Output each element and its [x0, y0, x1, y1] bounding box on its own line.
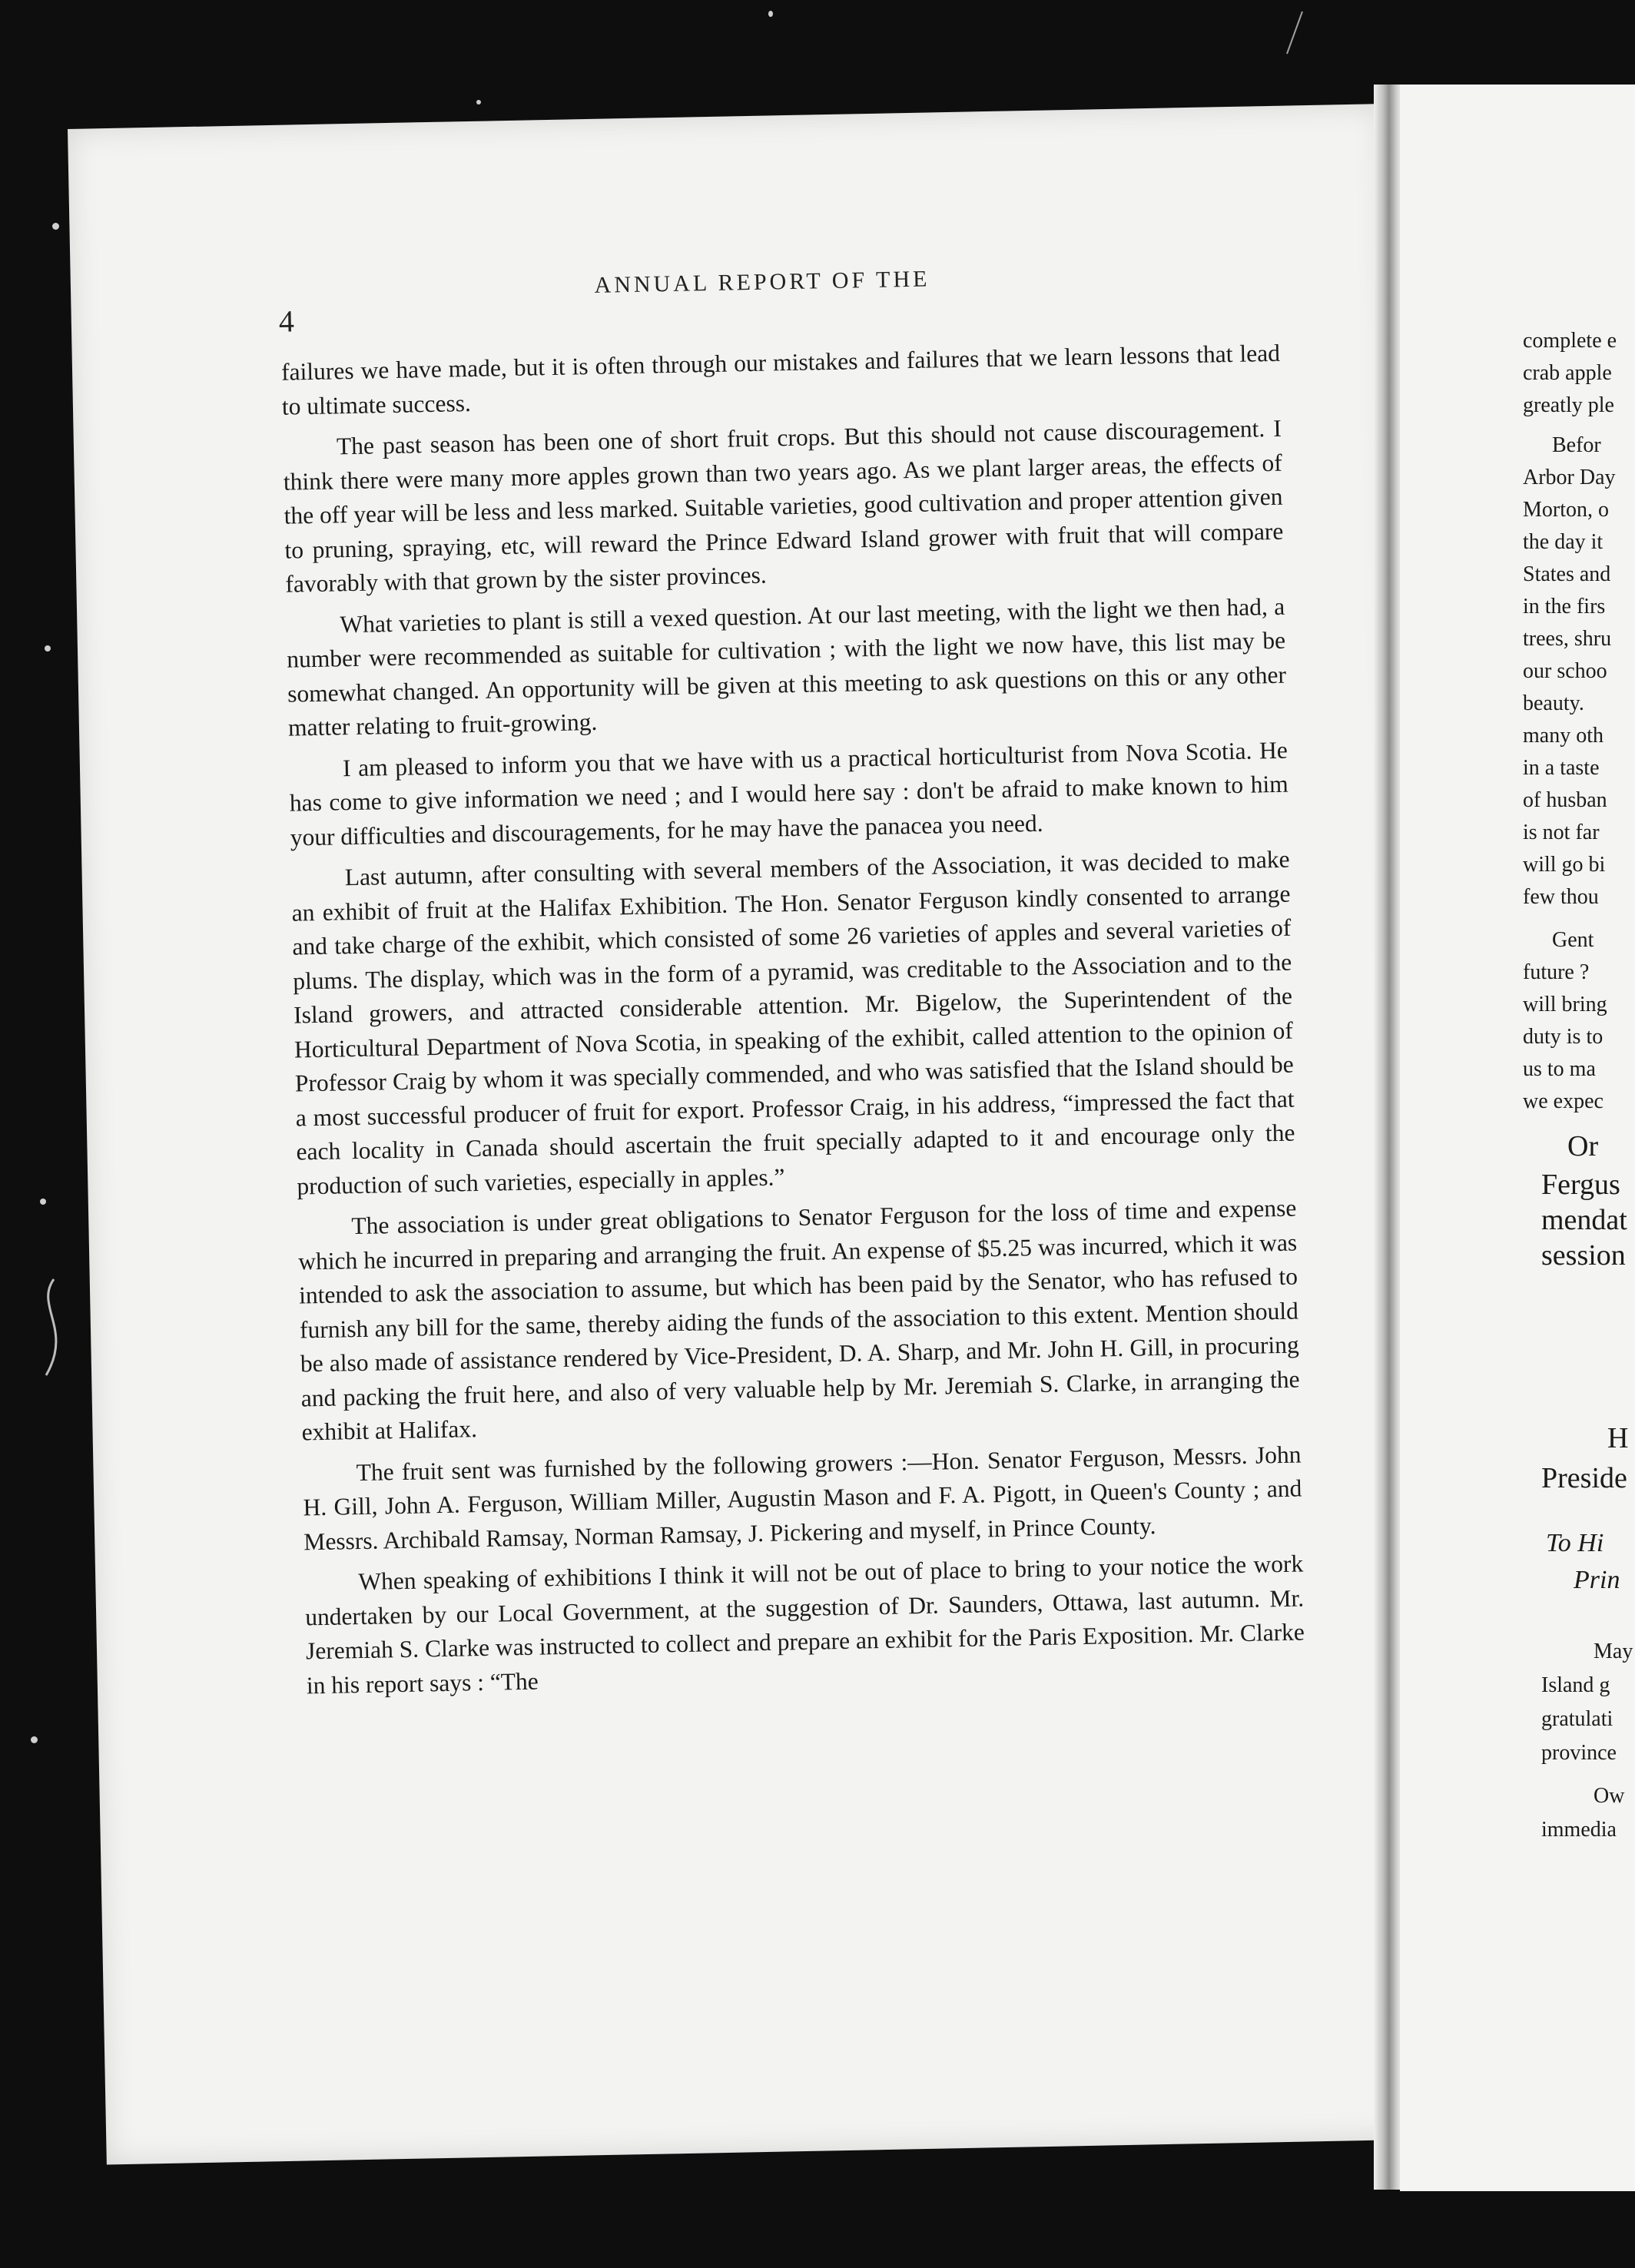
body-text: [281, 337, 1306, 1710]
background-speck: [476, 100, 481, 104]
right-page-line: us to ma: [1523, 1057, 1596, 1081]
right-page-line: Or: [1567, 1130, 1599, 1162]
right-page-line: province: [1541, 1741, 1617, 1765]
right-page-line: of husban: [1523, 788, 1607, 812]
right-page-line: beauty.: [1523, 691, 1584, 715]
right-page-line: Befor: [1552, 433, 1601, 457]
right-page-line: Fergus: [1541, 1169, 1620, 1201]
right-page-line: States and: [1523, 562, 1611, 586]
paragraph: The past season has been one of short fruit crops. But this should not cause discouragement. I think there were many more apples grown than two years ago. As we plant larger areas, the effects of the off year will be less and less marked. Suitable varieties, good cultivation and proper attention given to pruning, spraying, etc, will reward the Prince Edward Island grower with fruit that will compare favorably with that grown by the sister provinces.: [283, 414, 1284, 598]
paragraph: I am pleased to inform you that we have with us a practical horticulturist from Nova Scotia. He has come to give information we need ; and I would here say : don't be afraid to make known to him your difficulties and discouragements, for he may have the panacea you need.: [289, 736, 1288, 851]
right-page-line: few thou: [1523, 885, 1599, 909]
right-page: [1400, 85, 1635, 2191]
running-head: ANNUAL REPORT OF THE: [594, 266, 930, 298]
background-speck: [31, 1736, 38, 1743]
right-page-line: future ?: [1523, 960, 1590, 984]
left-page: [68, 104, 1422, 2164]
right-page-heading: Preside: [1541, 1462, 1627, 1494]
background-speck: [768, 11, 773, 17]
right-page-line: Arbor Day: [1523, 466, 1616, 489]
right-page-line: session: [1541, 1239, 1626, 1272]
right-page-line: our schoo: [1523, 659, 1607, 683]
right-page-line: complete e: [1523, 329, 1617, 353]
paragraph: The fruit sent was furnished by the following growers :—Hon. Senator Ferguson, Messrs. John H. Gill, John A. Ferguson, William Miller, Augustin Mason and F. A. Pigott, in Queen's County ; and Messrs. Archibald Ramsay, Norman Ramsay, J. Pickering and myself, in Prince County.: [303, 1441, 1302, 1555]
right-page-line: immedia: [1541, 1818, 1617, 1842]
background-speck: [52, 223, 59, 230]
right-page-line: will bring: [1523, 993, 1607, 1016]
right-page-line: Ow: [1594, 1784, 1625, 1808]
book-spine: [1374, 85, 1401, 2190]
right-page-line: is not far: [1523, 821, 1600, 844]
right-page-line: many oth: [1523, 724, 1603, 748]
paragraph: The association is under great obligations to Senator Ferguson for the loss of time and expense which he incurred in preparing and arranging the fruit. An expense of $5.25 was incurred, which it was intended to ask the association to assume, but which has been paid by the Senator, who has refused to furnish any bill for the same, thereby aiding the funds of the association to this extent. Mention should be also made of assistance rendered by Vice-President, D. A. Sharp, and Mr. John H. Gill, in procuring and packing the fruit here, and also of very valuable help by Mr. Jeremiah S. Clarke, in arranging the exhibit at Halifax.: [298, 1194, 1300, 1446]
right-page-line: in the firs: [1523, 595, 1606, 618]
right-page-italic-line: To Hi: [1546, 1529, 1604, 1557]
right-page-line: gratulati: [1541, 1707, 1613, 1731]
right-page-line: mendat: [1541, 1204, 1627, 1236]
paragraph: failures we have made, but it is often through our mistakes and failures that we learn lessons that lead to ultimate success.: [280, 339, 1281, 420]
right-page-heading: H: [1607, 1422, 1629, 1454]
paragraph: Last autumn, after consulting with several members of the Association, it was decided to make an exhibit of fruit at the Halifax Exhibition. The Hon. Senator Ferguson kindly consented to arrange and take charge of the exhibit, which consisted of some 26 varieties of apples and several varieties of plums. The display, which was in the form of a pyramid, was creditable to the Association and to the Island growers, and attracted considerable attention. Mr. Bigelow, the Superintendent of the Horticultural Department of Nova Scotia, in speaking of the exhibit, called attention to the opinion of Professor Craig by whom it was specially commended, and who was satisfied that the Island should be a most successful producer of fruit for export. Professor Craig, in his address, “impressed the fact that each locality in Canada should ascertain the fruit specially adapted to it and encourage only the production of such varieties, especially in apples.”: [291, 845, 1295, 1200]
right-page-italic-line: Prin: [1574, 1566, 1620, 1594]
right-page-line: Gent: [1552, 928, 1594, 952]
right-page-line: Morton, o: [1523, 498, 1609, 522]
right-page-line: the day it: [1523, 530, 1603, 554]
background-speck: [40, 1199, 46, 1205]
right-page-line: May: [1594, 1640, 1633, 1663]
right-page-line: trees, shru: [1523, 627, 1612, 651]
right-page-line: in a taste: [1523, 756, 1600, 780]
background-hair: [31, 1275, 77, 1383]
paragraph: When speaking of exhibitions I think it will not be out of place to bring to your notice the work undertaken by our Local Government, at the suggestion of Dr. Saunders, Ottawa, last autumn. Mr. Jeremiah S. Clarke was instructed to collect and prepare an exhibit for the Paris Exposition. Mr. Clarke in his report says : “The: [304, 1550, 1305, 1699]
right-page-line: crab apple: [1523, 361, 1612, 385]
page-number: 4: [278, 303, 295, 339]
right-page-line: greatly ple: [1523, 393, 1614, 417]
right-page-line: we expec: [1523, 1089, 1603, 1113]
paragraph: What varieties to plant is still a vexed question. At our last meeting, with the light we then had, a number were recommended as suitable for cultivation ; with the light we now have, this list may be somewhat changed. An opportunity will be given at this meeting to ask questions on this or any other matter relating to fruit-growing.: [286, 592, 1287, 741]
right-page-line: will go bi: [1523, 853, 1606, 877]
background-speck: [45, 645, 51, 652]
background-hair: [1260, 8, 1306, 61]
right-page-line: duty is to: [1523, 1025, 1603, 1049]
right-page-line: Island g: [1541, 1673, 1610, 1697]
